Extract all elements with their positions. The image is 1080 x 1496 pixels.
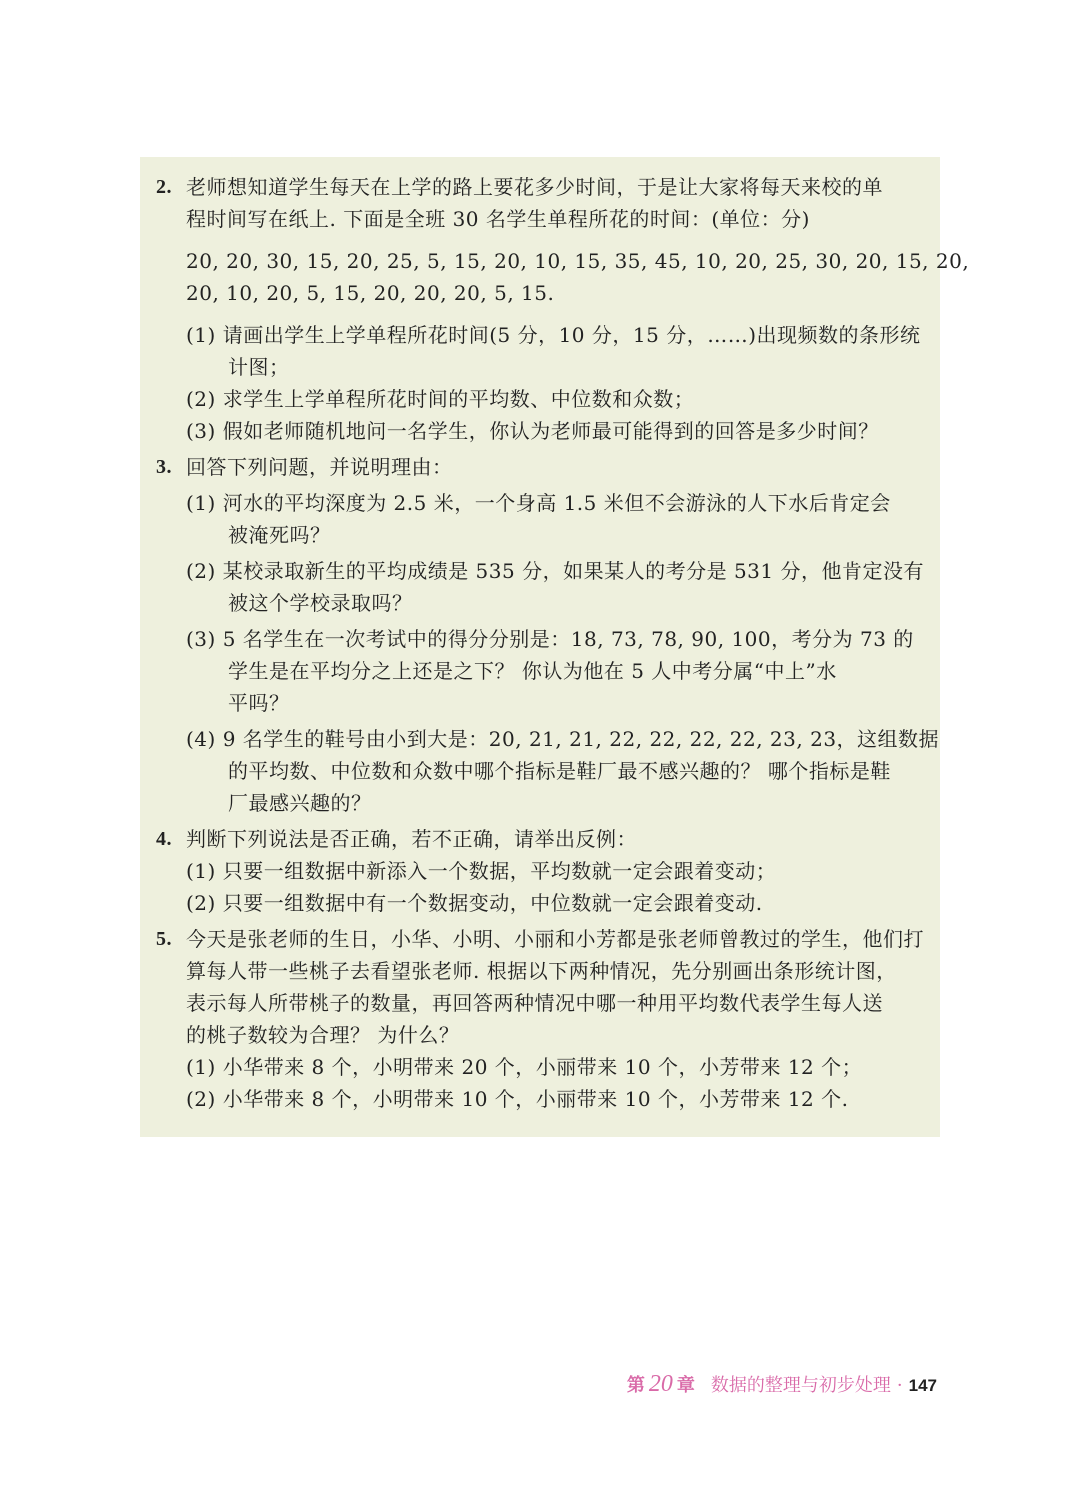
- exercise-2-part-1-line-1: [140, 319, 940, 351]
- part-text: 厂最感兴趣的？: [228, 791, 372, 815]
- part-text: 平吗？: [228, 691, 290, 715]
- exercise-5-stem-line-1: [140, 923, 940, 955]
- stem-text: 的桃子数较为合理？ 为什么？: [186, 1023, 460, 1047]
- part-label: (3): [186, 627, 216, 651]
- exercise-3-part-3-line-3: [140, 687, 940, 719]
- part-text: 请画出学生上学单程所花时间(5 分，10 分，15 分，……)出现频数的条形统: [222, 323, 921, 347]
- chapter-number: 20: [648, 1371, 673, 1397]
- part-text: 5 名学生在一次考试中的得分分别是：18, 73, 78, 90, 100，考分为 73 的: [222, 627, 914, 651]
- exercise-2-part-1-line-2: [140, 351, 940, 383]
- part-label: (1): [186, 859, 216, 883]
- part-text: 假如老师随机地问一名学生，你认为老师最可能得到的回答是多少时间？: [222, 419, 879, 443]
- stem-text: 程时间写在纸上. 下面是全班 30 名学生单程所花的时间：(单位：分): [186, 207, 810, 231]
- stem-text: 今天是张老师的生日，小华、小明、小丽和小芳都是张老师曾教过的学生，他们打: [186, 927, 924, 951]
- part-label: (2): [186, 559, 216, 583]
- stem-text: 回答下列问题，并说明理由：: [186, 455, 453, 479]
- exercise-3-part-4-line-2: [140, 755, 940, 787]
- exercise-3-part-1-line-2: [140, 519, 940, 551]
- part-label: (1): [186, 491, 216, 515]
- exercise-3-part-2-line-1: [140, 555, 940, 587]
- exercise-5-stem-line-2: [140, 955, 940, 987]
- part-label: (2): [186, 387, 216, 411]
- exercise-3-stem: [140, 451, 940, 483]
- part-label: (2): [186, 891, 216, 915]
- stem-text: 判断下列说法是否正确，若不正确，请举出反例：: [186, 827, 637, 851]
- exercise-3-part-4-line-3: [140, 787, 940, 819]
- part-text: 的平均数、中位数和众数中哪个指标是鞋厂最不感兴趣的？ 哪个指标是鞋: [228, 759, 891, 783]
- exercise-2-stem-line-1: [140, 171, 940, 203]
- exercise-2-data-line-1: [140, 245, 970, 277]
- part-text: 被淹死吗？: [228, 523, 331, 547]
- exercise-3-part-1-line-1: [140, 487, 940, 519]
- part-text: 只要一组数据中有一个数据变动，中位数就一定会跟着变动.: [222, 891, 763, 915]
- part-text: 9 名学生的鞋号由小到大是：20, 21, 21, 22, 22, 22, 22, 23, 23，这组数据: [222, 727, 940, 751]
- part-text: 被这个学校录取吗？: [228, 591, 413, 615]
- part-label: (3): [186, 419, 216, 443]
- stem-text: 算每人带一些桃子去看望张老师. 根据以下两种情况，先分别画出条形统计图，: [186, 959, 897, 983]
- chapter-title: 数据的整理与初步处理: [710, 1375, 891, 1396]
- exercise-4-part-1: [140, 855, 940, 887]
- part-text: 求学生上学单程所花时间的平均数、中位数和众数；: [222, 387, 695, 411]
- page-footer: [627, 1370, 937, 1400]
- stem-text: 老师想知道学生每天在上学的路上要花多少时间，于是让大家将每天来校的单: [186, 175, 883, 199]
- part-text: 小华带来 8 个，小明带来 20 个，小丽带来 10 个，小芳带来 12 个；: [222, 1055, 863, 1079]
- exercise-3-part-2-line-2: [140, 587, 940, 619]
- exercise-number: 5.: [156, 928, 172, 950]
- part-text: 计图；: [228, 355, 290, 379]
- chapter-prefix: 第: [626, 1375, 645, 1396]
- data-text: 20, 20, 30, 15, 20, 25, 5, 15, 20, 10, 15, 35, 45, 10, 20, 25, 30, 20, 15, 20,: [186, 249, 970, 273]
- stem-text: 表示每人所带桃子的数量，再回答两种情况中哪一种用平均数代表学生每人送: [186, 991, 883, 1015]
- part-text: 小华带来 8 个，小明带来 10 个，小丽带来 10 个，小芳带来 12 个.: [222, 1087, 849, 1111]
- exercise-5-stem-line-3: [140, 987, 940, 1019]
- exercise-2-stem-line-2: [140, 203, 940, 235]
- part-label: (1): [186, 323, 216, 347]
- part-label: (2): [186, 1087, 216, 1111]
- exercise-2-part-3: [140, 415, 940, 447]
- exercise-4-part-2: [140, 887, 940, 919]
- exercise-5-stem-line-4: [140, 1019, 940, 1051]
- exercise-number: 4.: [156, 828, 172, 850]
- exercise-2-part-2: [140, 383, 940, 415]
- data-text: 20, 10, 20, 5, 15, 20, 20, 20, 5, 15.: [186, 281, 555, 305]
- exercise-content: [140, 171, 970, 1115]
- exercise-5-part-2: [140, 1083, 940, 1115]
- exercise-4-stem: [140, 823, 940, 855]
- exercise-3-part-4-line-1: [140, 723, 940, 755]
- part-text: 学生是在平均分之上还是之下？ 你认为他在 5 人中考分属“中上”水: [228, 659, 837, 683]
- exercise-number: 3.: [156, 456, 172, 478]
- part-text: 只要一组数据中新添入一个数据，平均数就一定会跟着变动；: [222, 859, 777, 883]
- exercise-5-part-1: [140, 1051, 940, 1083]
- exercise-box: [140, 157, 970, 1137]
- chapter-suffix: 章: [676, 1375, 695, 1396]
- exercise-2-data-line-2: [140, 277, 940, 309]
- page-number: 147: [908, 1376, 937, 1395]
- footer-separator: ·: [896, 1375, 903, 1396]
- part-label: (1): [186, 1055, 216, 1079]
- part-label: (4): [186, 727, 216, 751]
- part-text: 河水的平均深度为 2.5 米，一个身高 1.5 米但不会游泳的人下水后肯定会: [222, 491, 891, 515]
- exercise-3-part-3-line-1: [140, 623, 940, 655]
- part-text: 某校录取新生的平均成绩是 535 分，如果某人的考分是 531 分，他肯定没有: [222, 559, 924, 583]
- exercise-number: 2.: [156, 176, 172, 198]
- exercise-3-part-3-line-2: [140, 655, 940, 687]
